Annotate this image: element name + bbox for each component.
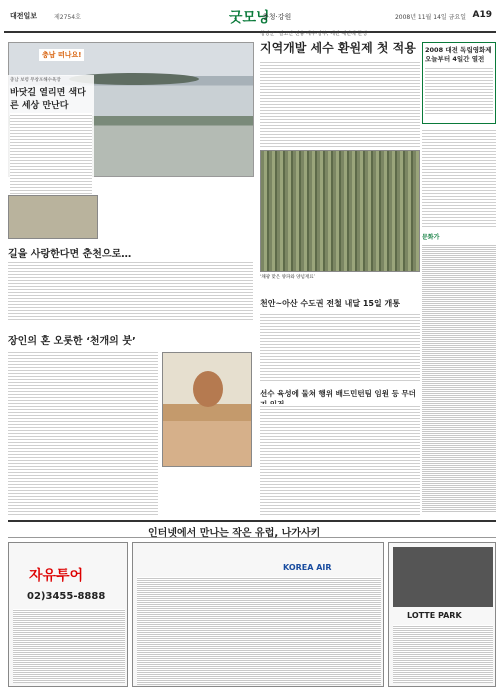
center-body-text <box>260 60 420 148</box>
issue-number: 제2754호 <box>54 14 81 21</box>
section-name: 충청·강원 <box>262 13 292 21</box>
ad-lotte-logo: LOTTE PARK <box>407 611 462 620</box>
lead-badge: 충남 떠나요! <box>39 49 84 61</box>
film-festival-title: 2008 대전 독립영화제 오늘부터 4일간 열전 <box>425 46 492 63</box>
center-story <box>260 30 420 56</box>
ad-jayu-listings <box>13 609 125 683</box>
road-photo <box>8 195 98 239</box>
sub-story-2-text <box>8 350 158 515</box>
ad-banner-text: 인터넷에서 만나는 작은 유럽, 나가사키 <box>148 528 321 539</box>
center-kicker: 청양군 “결코안 전용 세수·양부, 네번 예년해 한정” <box>260 31 370 37</box>
film-festival-box <box>422 42 496 124</box>
section-logo: 굿모닝 <box>229 10 270 26</box>
right-col-text <box>422 128 496 228</box>
sub-story-2 <box>8 332 158 347</box>
sub-story-2-headline: 장인의 혼 오롯한 ‘천개의 붓’ <box>8 336 136 347</box>
mid-headline: 천안~아산 수도권 전철 내달 15일 개통 <box>260 299 400 308</box>
field-caption: ‘채광 맞은 양파와 양념재료’ <box>260 275 315 280</box>
ad-lotte-listings <box>393 625 493 683</box>
paper-name: 대전일보 <box>10 12 38 20</box>
field-photo <box>260 150 420 272</box>
lead-story <box>8 75 94 205</box>
bottom-headline: 선수 육성에 둘쳐 행위 배드민턴팀 임원 등 무더 <box>260 389 416 398</box>
artisan-photo <box>162 352 252 467</box>
mid-body-text <box>260 312 420 382</box>
lead-headline: 바닷길 열리면 색다른 세상 만난다 <box>10 88 86 111</box>
ad-banner[interactable] <box>8 520 496 538</box>
date-line: 2008년 11월 14일 금요일 <box>394 14 466 21</box>
sub-story-1-headline: 길을 사랑한다면 춘천으로… <box>8 249 132 260</box>
mid-story <box>260 298 420 309</box>
culture-listings <box>422 244 496 512</box>
ad-lotte-park[interactable] <box>388 542 496 687</box>
center-headline: 지역개발 세수 환원제 첫 적용 <box>260 41 416 55</box>
film-festival-text <box>425 66 493 116</box>
ad-korean-air-logo: KOREA AIR <box>283 563 332 572</box>
ad-jayu-tour[interactable] <box>8 542 128 687</box>
lead-kicker: 충남 보령 무창포해수욕장 <box>10 78 61 83</box>
sub-story-1-text <box>8 260 253 320</box>
masthead <box>4 5 496 33</box>
ad-jayu-phone: 02)3455-8888 <box>27 591 106 602</box>
ad-middle[interactable] <box>132 542 384 687</box>
ad-jayu-logo: 자유투어 <box>29 568 84 584</box>
culture-label: 문화가 <box>422 234 440 241</box>
culture-column <box>422 232 496 482</box>
ad-middle-listings <box>137 577 381 685</box>
lead-body-text <box>10 113 92 201</box>
person-head <box>193 371 223 407</box>
page-number: A19 <box>472 10 492 20</box>
bottom-body-text <box>260 404 420 516</box>
ad-lotte-image <box>393 547 493 607</box>
